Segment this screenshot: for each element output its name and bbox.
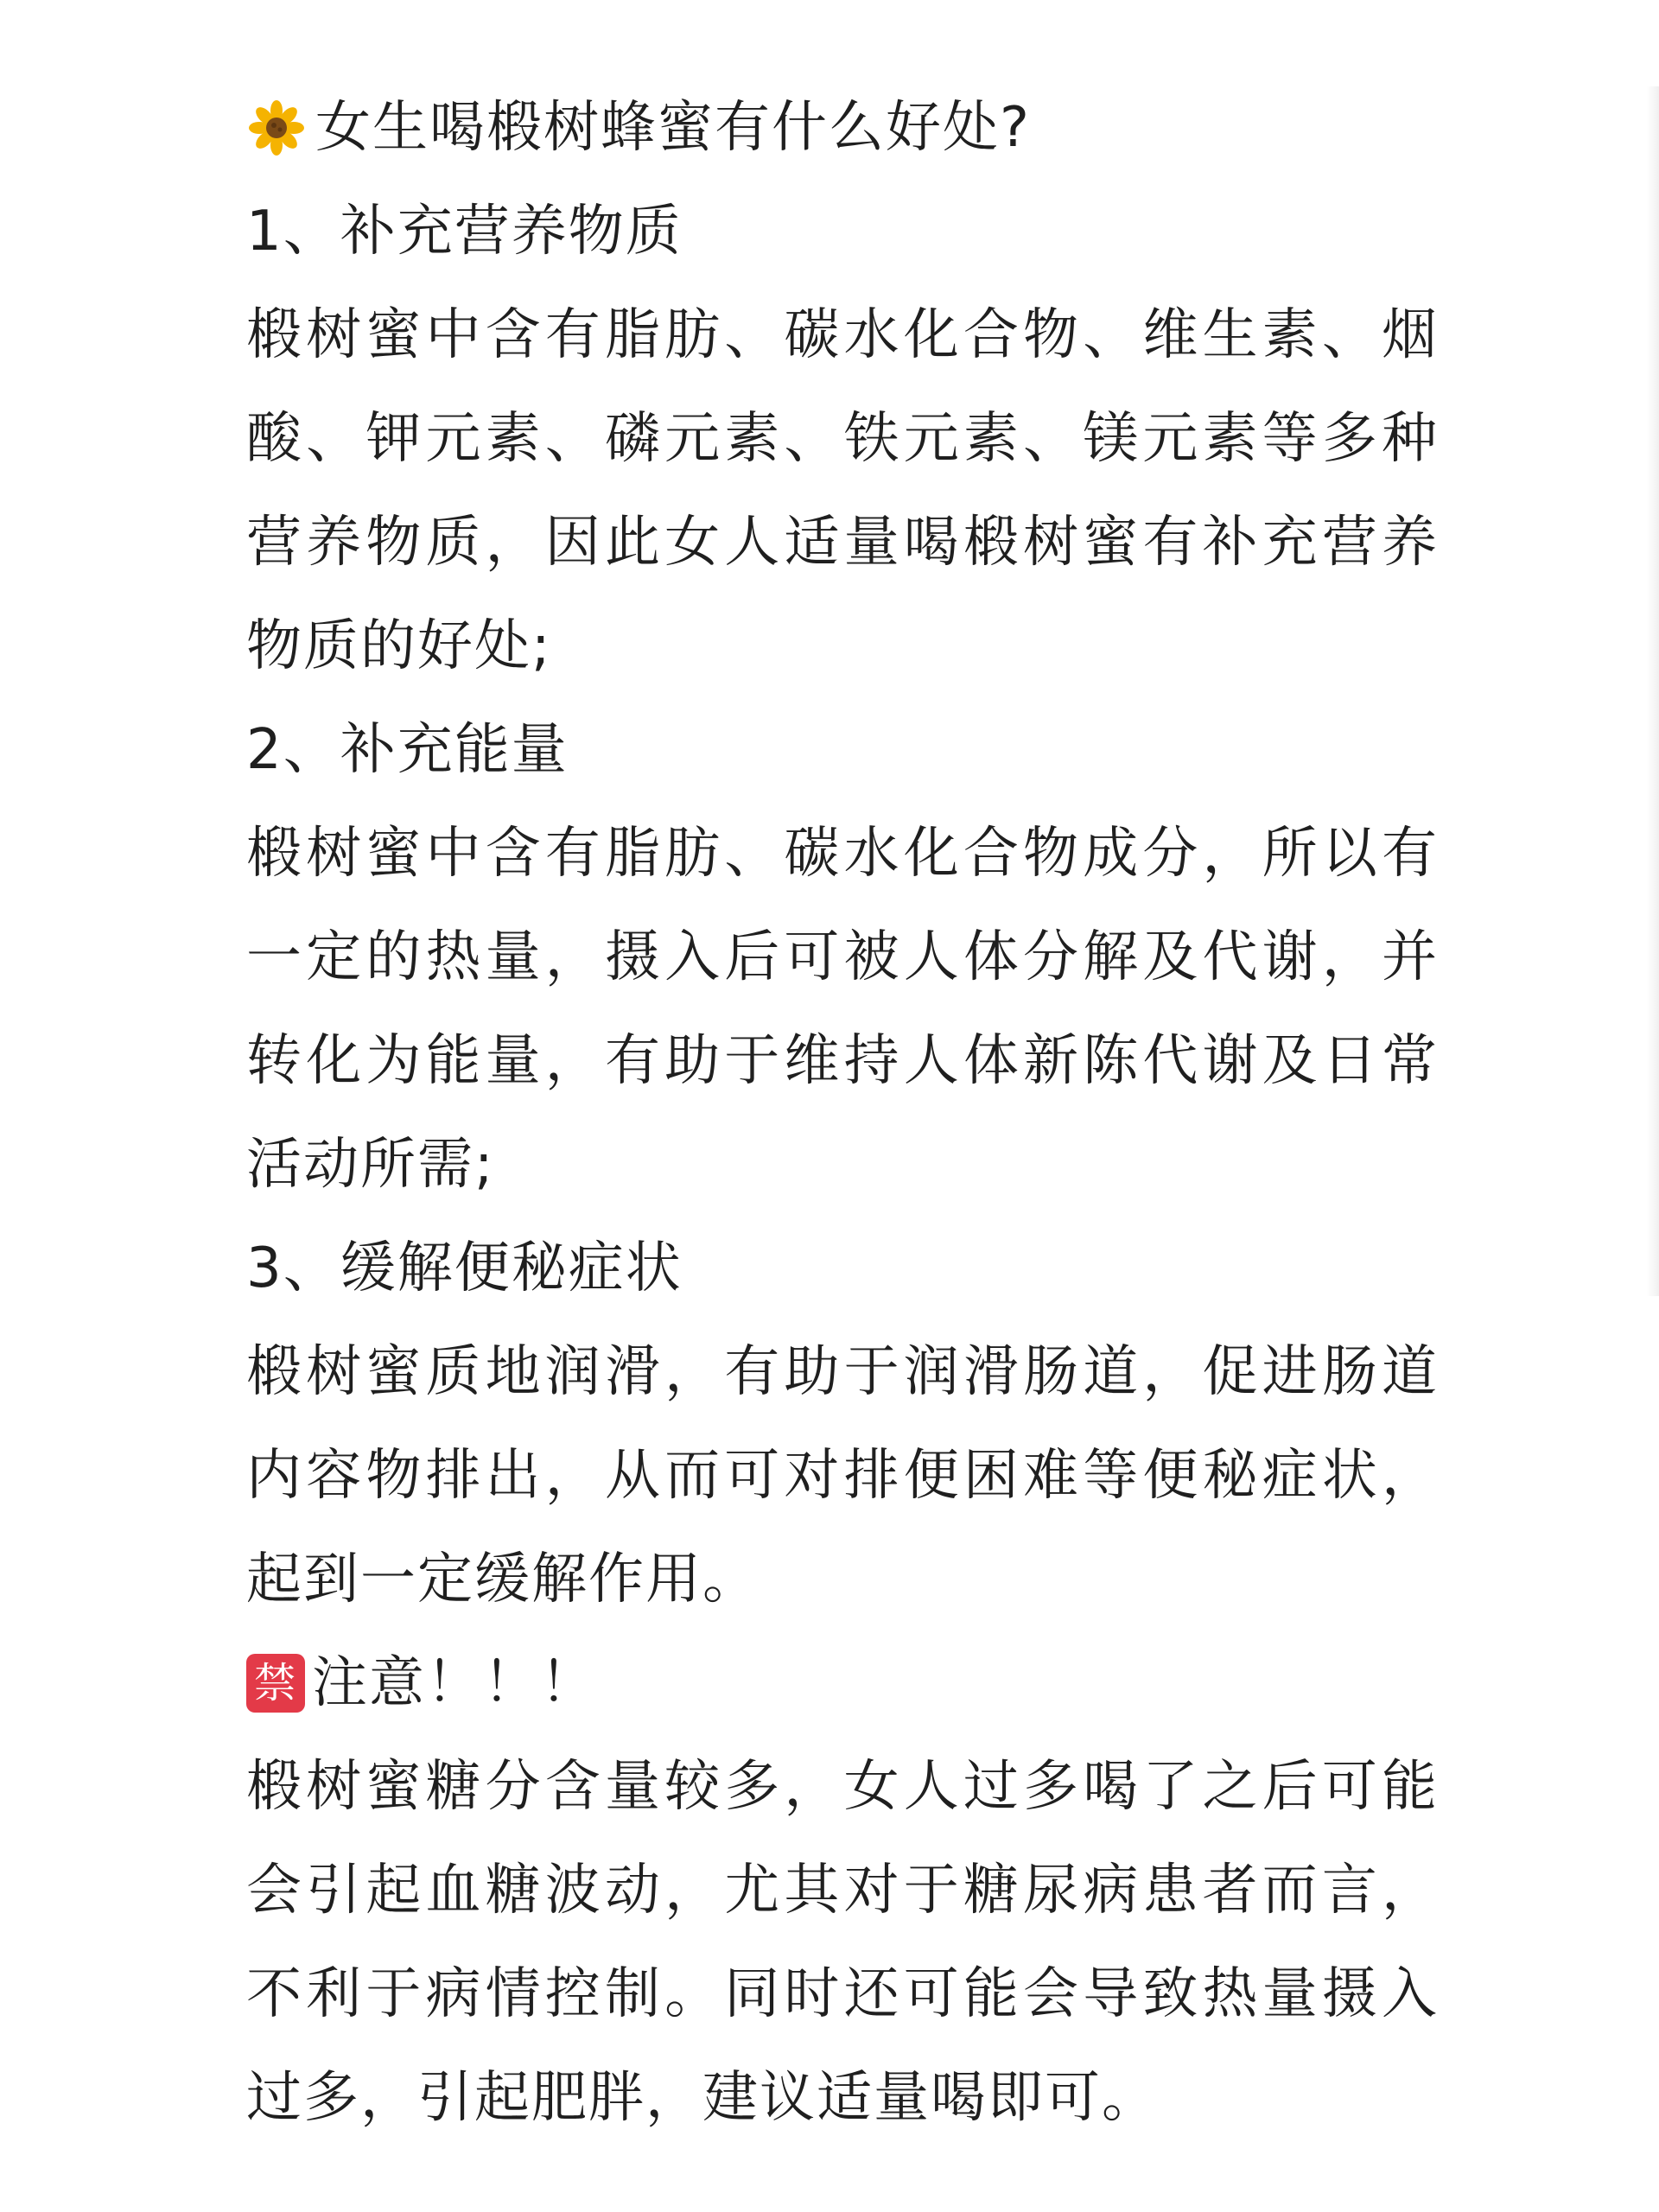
section-heading-2: 2、补充能量 [246, 718, 569, 782]
prohibited-icon: 禁 [246, 1654, 305, 1713]
section-heading-1: 1、补充营养物质 [246, 200, 683, 264]
warning-body: 椴树蜜糖分含量较多，女人过多喝了之后可能会引起血糖波动，尤其对于糖尿病患者而言，不利于病情控制。同时还可能会导致热量摄入过多，引起肥胖，建议适量喝即可。 [246, 1755, 1439, 2130]
section-body-3: 椴树蜜质地润滑，有助于润滑肠道，促进肠道内容物排出，从而可对排便困难等便秘症状，起到一定缓解作用。 [246, 1340, 1439, 1611]
page-edge-shadow [1647, 86, 1659, 1296]
sunflower-icon [246, 98, 307, 158]
section-body-2: 椴树蜜中含有脂肪、碳水化合物成分，所以有一定的热量，摄入后可被人体分解及代谢，并转化为能量，有助于维持人体新陈代谢及日常活动所需; [246, 822, 1439, 1197]
article-title [246, 76, 1439, 180]
title-text: 女生喝椴树蜂蜜有什么好处? [315, 96, 1031, 160]
article-content [246, 76, 1439, 2150]
warning-heading-text: 注意！！！ [312, 1651, 597, 1715]
section-body-1: 椴树蜜中含有脂肪、碳水化合物、维生素、烟酸、钾元素、磷元素、铁元素、镁元素等多种营养物质，因此女人适量喝椴树蜜有补充营养物质的好处; [246, 303, 1439, 678]
section-heading-3: 3、缓解便秘症状 [246, 1236, 683, 1300]
warning-heading [246, 1631, 1439, 1735]
